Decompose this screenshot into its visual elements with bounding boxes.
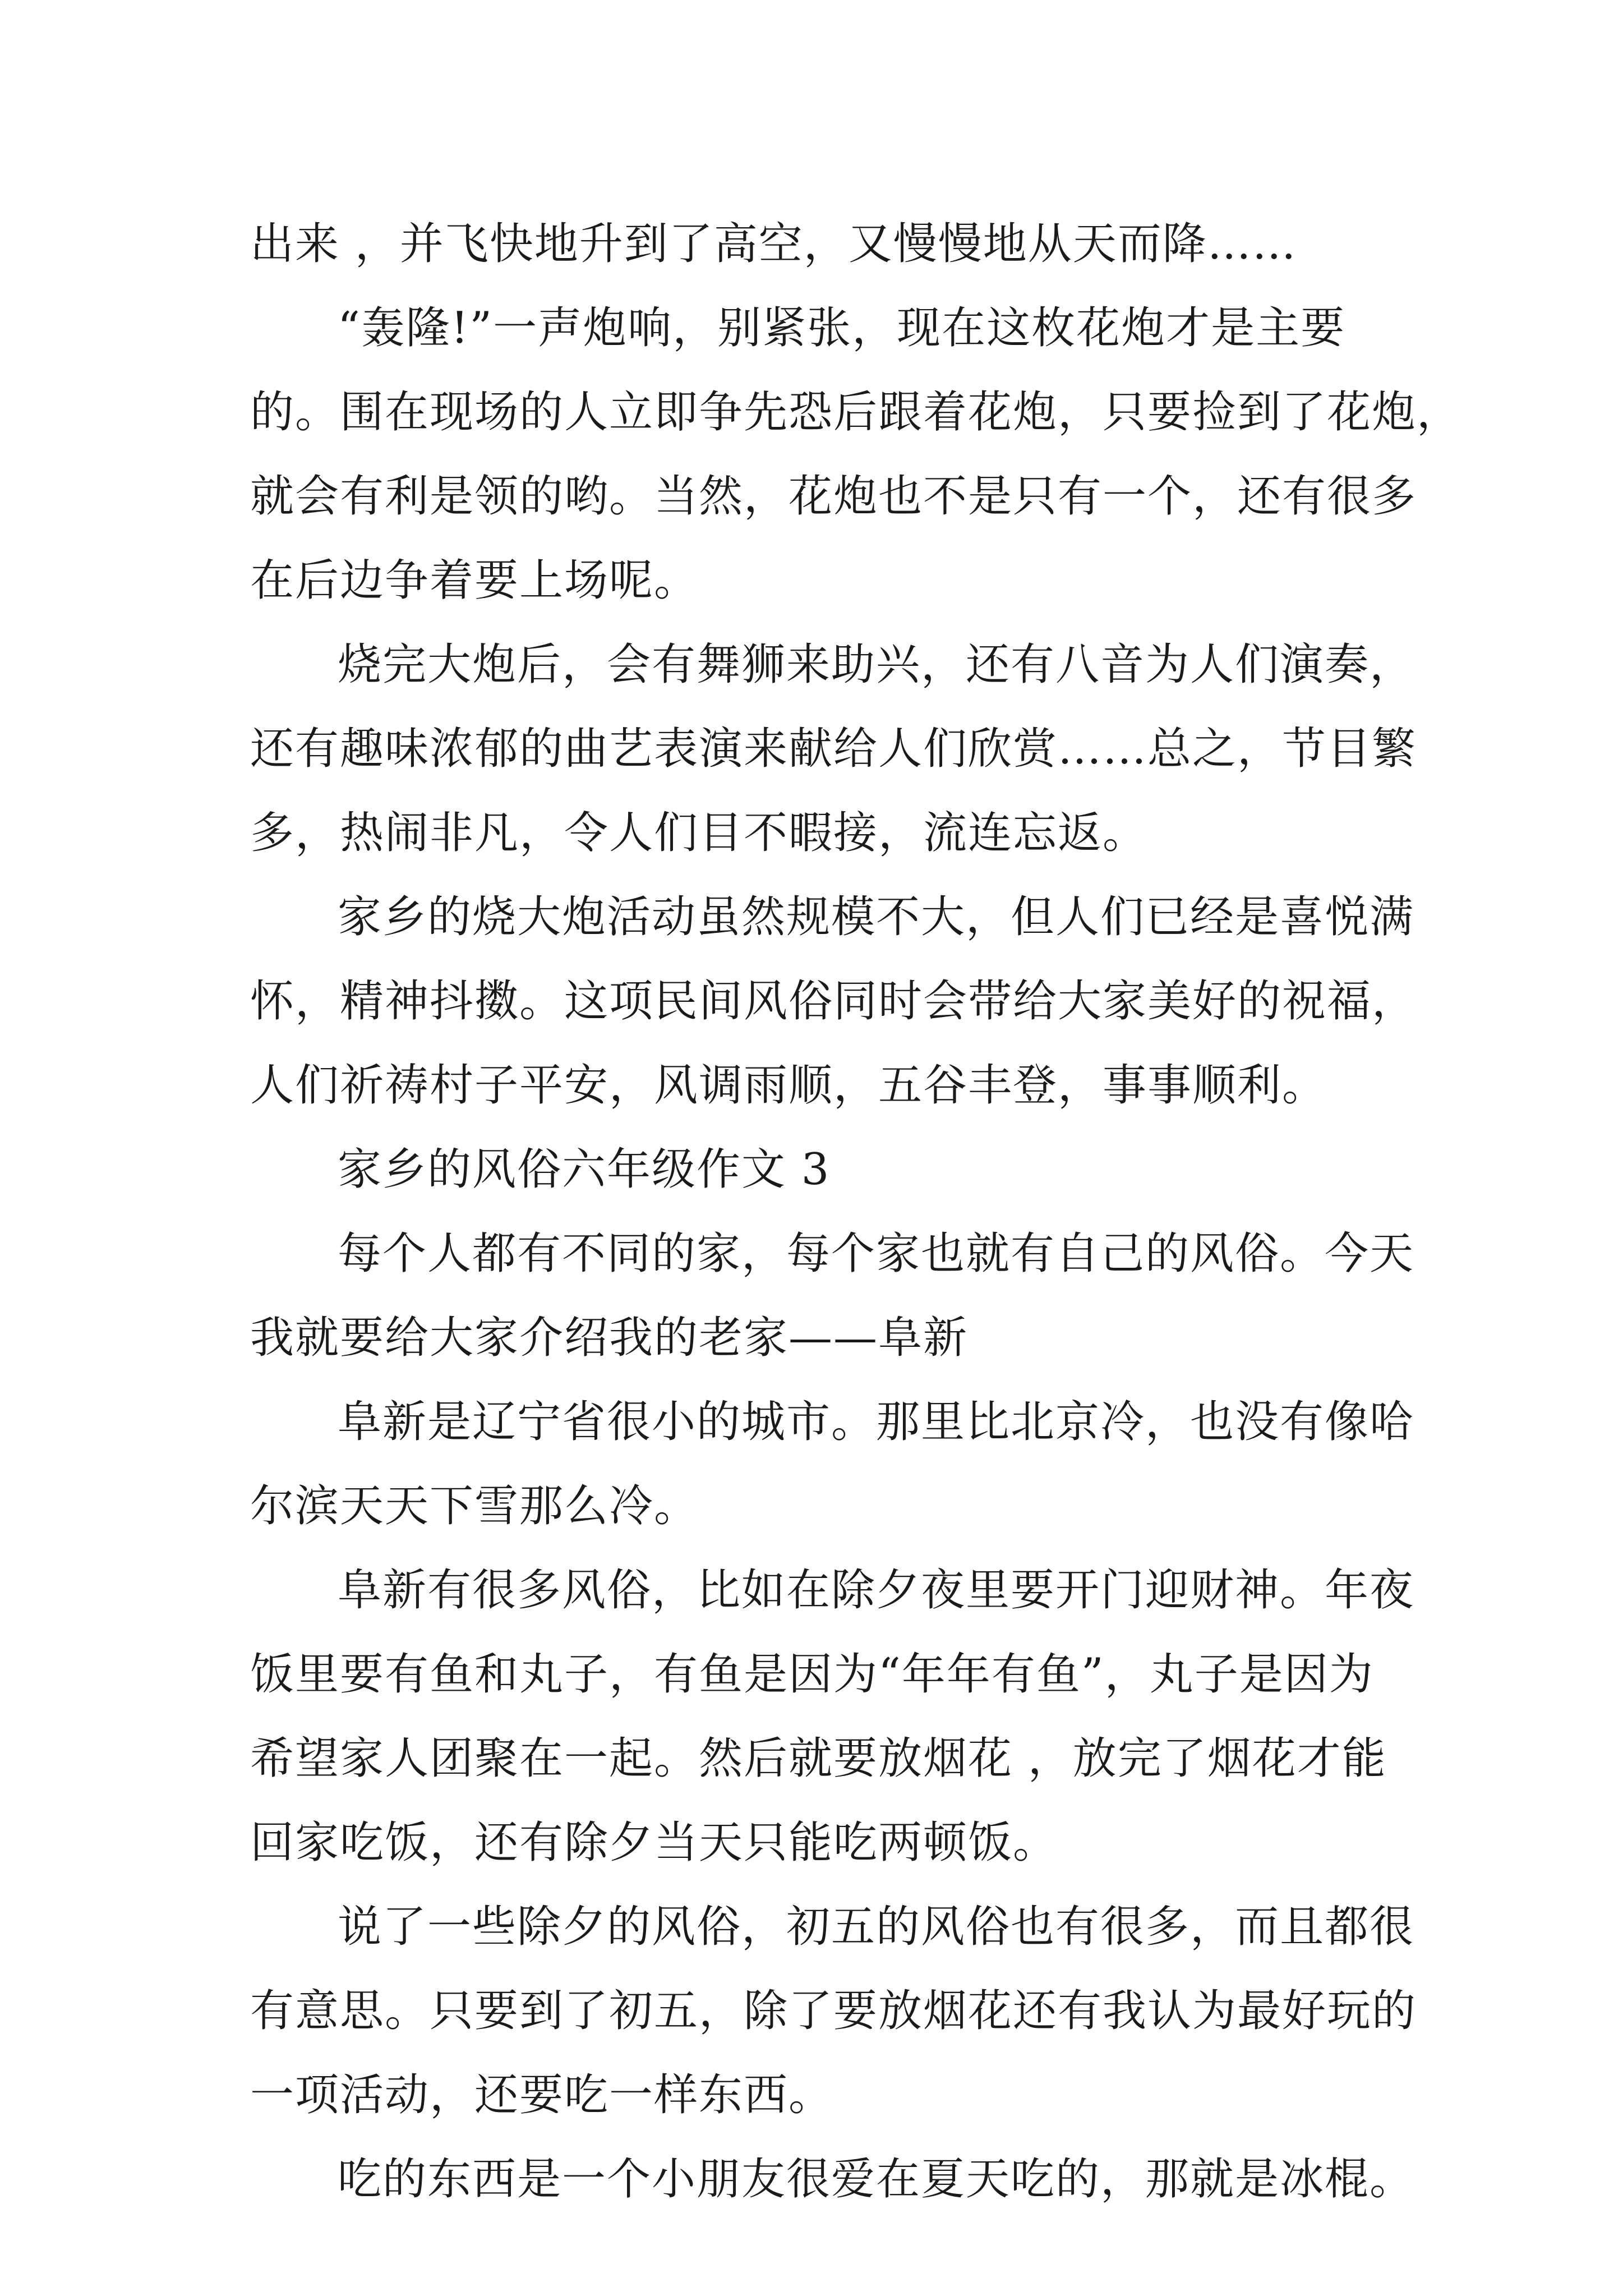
text-line: 烧完大炮后，会有舞狮来助兴，还有八音为人们演奏， (338, 639, 1415, 690)
text-line: 还有趣味浓郁的曲艺表演来献给人们欣赏……总之，节目繁 (250, 724, 1417, 774)
text-line: 阜新是辽宁省很小的城市。那里比北京冷，也没有像哈 (338, 1397, 1415, 1447)
text-line: 阜新有很多风俗，比如在除夕夜里要开门迎财神。年夜 (338, 1565, 1415, 1616)
text-line: 家乡的烧大炮活动虽然规模不大，但人们已经是喜悦满 (338, 892, 1415, 942)
text-line: 我就要给大家介绍我的老家——阜新 (250, 1313, 969, 1363)
text-line: 饭里要有鱼和丸子，有鱼是因为“年年有鱼”，丸子是因为 (250, 1649, 1374, 1700)
text-line: 希望家人团聚在一起。然后就要放烟花 ，放完了烟花才能 (250, 1733, 1387, 1784)
text-line: 出来 ，并飞快地升到了高空，又慢慢地从天而降…… (250, 219, 1297, 269)
text-line: 家乡的风俗六年级作文 3 (338, 1144, 831, 1195)
text-line: 多，热闹非凡，令人们目不暇接，流连忘返。 (250, 808, 1148, 858)
text-line: 在后边争着要上场呢。 (250, 555, 699, 606)
text-line: 的。围在现场的人立即争先恐后跟着花炮，只要捡到了花炮， (250, 387, 1462, 438)
text-line: 尔滨天天下雪那么冷。 (250, 1481, 699, 1531)
text-line: 回家吃饭，还有除夕当天只能吃两顿饭。 (250, 1818, 1058, 1868)
text-line: 吃的东西是一个小朋友很爱在夏天吃的，那就是冰棍。 (338, 2154, 1415, 2205)
text-line: 有意思。只要到了初五，除了要放烟花还有我认为最好玩的 (250, 1986, 1417, 2036)
text-line: 每个人都有不同的家，每个家也就有自己的风俗。今天 (338, 1228, 1415, 1279)
text-line: 说了一些除夕的风俗，初五的风俗也有很多，而且都很 (338, 1902, 1415, 1952)
text-line: “轰隆!”一声炮响，别紧张，现在这枚花炮才是主要 (338, 303, 1346, 353)
text-line: 怀，精神抖擞。这项民间风俗同时会带给大家美好的祝福， (250, 976, 1417, 1027)
text-line: 一项活动，还要吃一样东西。 (250, 2070, 834, 2120)
essay-text (250, 202, 1462, 2221)
text-line: 人们祈祷村子平安，风调雨顺，五谷丰登，事事顺利。 (250, 1060, 1327, 1111)
text-line: 就会有利是领的哟。当然，花炮也不是只有一个，还有很多 (250, 471, 1417, 522)
